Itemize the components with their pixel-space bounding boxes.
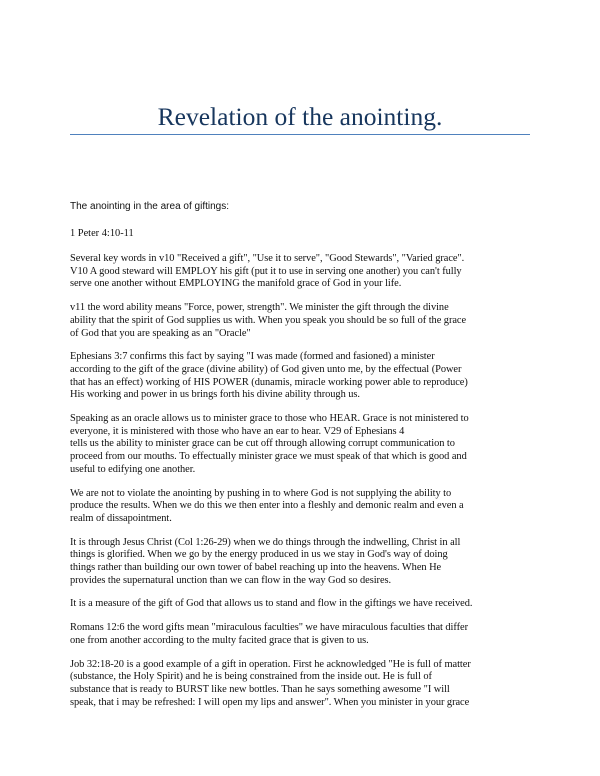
paragraph-line: things is glorified. When we go by the energy produced in us we stay in God's way of doing xyxy=(70,549,448,561)
paragraph-line: serve one another without EMPLOYING the manifold grace of God in your life. xyxy=(70,278,402,290)
body-paragraph xyxy=(70,622,540,647)
paragraph-line: We are not to violate the anointing by pushing in to where God is not supplying the ability to xyxy=(70,487,452,499)
scripture-reference: 1 Peter 4:10-11 xyxy=(70,228,134,239)
paragraph-line: one from another according to the multy facited grace that is given to us. xyxy=(70,634,369,646)
paragraph-line: proceed from our mouths. To effectually minister grace we must speak of that which is good and xyxy=(70,451,467,463)
body-paragraph xyxy=(70,413,540,477)
page-title: Revelation of the anointing. xyxy=(157,102,443,131)
paragraph-line: of God that you are speaking as an "Oracle" xyxy=(70,327,251,339)
paragraph-line: ability that the spirit of God supplies us with. When you speak you should be so full of the grace xyxy=(70,314,467,326)
body-paragraph xyxy=(70,302,540,340)
paragraph-list xyxy=(70,253,540,709)
section-subheading: The anointing in the area of giftings: xyxy=(70,201,229,212)
paragraph-line: produce the results. When we do this we then enter into a fleshly and demonic realm and even a xyxy=(70,500,464,512)
body-paragraph xyxy=(70,659,540,710)
paragraph-line: V10 A good steward will EMPLOY his gift (put it to use in serving one another) you can't fully xyxy=(70,265,462,277)
paragraph-line: realm of dissapointment. xyxy=(70,512,172,524)
paragraph-line: His working and power in us brings forth his divine ability through us. xyxy=(70,389,360,401)
title-underline xyxy=(70,134,530,135)
paragraph-line: substance that is ready to BURST like new bottles. Than he says something awesome "I will xyxy=(70,683,450,695)
paragraph-line: that has an effect) working of HIS POWER (dunamis, miracle working power able to reproduce) xyxy=(70,376,468,388)
paragraph-line: everyone, it is ministered with those who have an ear to hear. V29 of Ephesians 4 xyxy=(70,425,405,437)
body-paragraph xyxy=(70,598,540,611)
body-paragraph xyxy=(70,537,540,588)
paragraph-line: It is through Jesus Christ (Col 1:26-29) when we do things through the indwelling, Christ in all xyxy=(70,536,461,548)
paragraph-line: speak, that i may be refreshed: I will open my lips and answer". When you minister in your grace xyxy=(70,696,470,708)
paragraph-line: It is a measure of the gift of God that allows us to stand and flow in the giftings we have received. xyxy=(70,598,473,610)
paragraph-line: provides the supernatural unction than we can flow in the way God so desires. xyxy=(70,574,392,586)
body-paragraph xyxy=(70,488,540,526)
paragraph-line: according to the gift of the grace (divine ability) of God given unto me, by the effectual (Power xyxy=(70,363,462,375)
document-body xyxy=(70,200,540,720)
paragraph-line: Ephesians 3:7 confirms this fact by saying "I was made (formed and fasioned) a minister xyxy=(70,351,435,363)
paragraph-line: Speaking as an oracle allows us to minister grace to those who HEAR. Grace is not ministered to xyxy=(70,413,469,425)
paragraph-line: things rather than building our own tower of babel reaching up into the heavens. When He xyxy=(70,562,442,574)
paragraph-line: v11 the word ability means "Force, power, strength". We minister the gift through the divine xyxy=(70,302,449,314)
paragraph-line: Several key words in v10 "Received a gift", "Use it to serve", "Good Stewards", "Varied grace". xyxy=(70,253,465,264)
paragraph-line: Romans 12:6 the word gifts mean "miraculous faculties" we have miraculous faculties that differ xyxy=(70,622,468,634)
body-paragraph xyxy=(70,253,540,291)
paragraph-line: (substance, the Holy Spirit) and he is being constrained from the inside out. He is full of xyxy=(70,671,432,683)
paragraph-line: tells us the ability to minister grace can be cut off through allowing corrupt communication to xyxy=(70,438,455,450)
paragraph-line: useful to edifying one another. xyxy=(70,463,196,475)
paragraph-line: Job 32:18-20 is a good example of a gift in operation. First he acknowledged "He is full of matter xyxy=(70,658,471,670)
body-paragraph xyxy=(70,351,540,402)
